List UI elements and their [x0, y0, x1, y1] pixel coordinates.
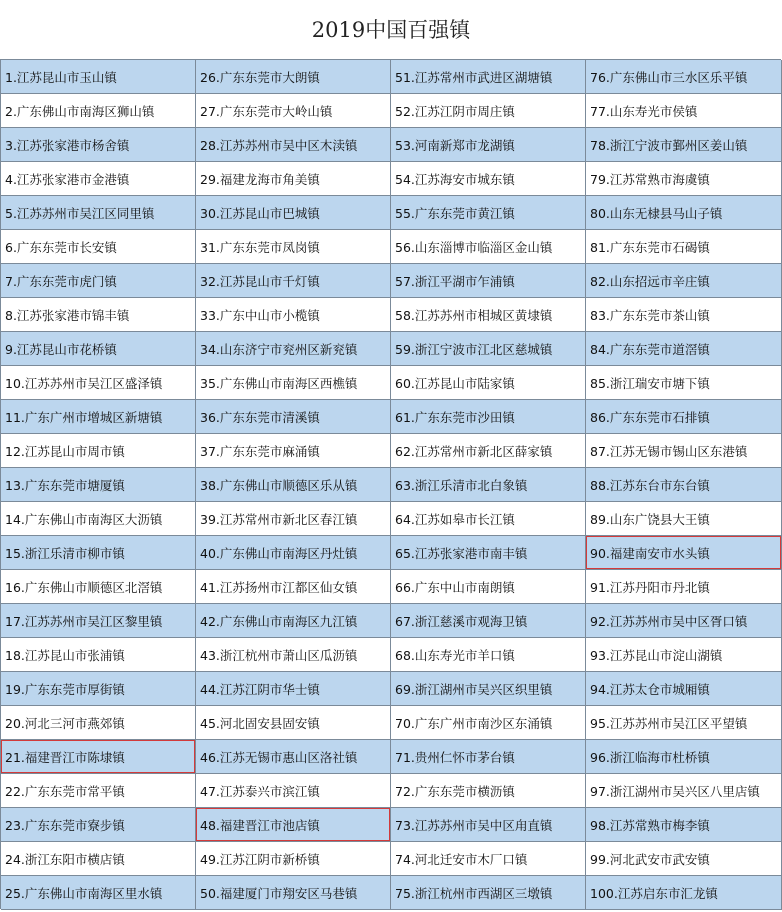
table-cell: 94.江苏太仓市城厢镇 — [586, 672, 782, 706]
table-cell: 89.山东广饶县大王镇 — [586, 502, 782, 536]
table-cell: 63.浙江乐清市北白象镇 — [391, 468, 586, 502]
table-cell: 81.广东东莞市石碣镇 — [586, 230, 782, 264]
table-cell: 78.浙江宁波市鄞州区姜山镇 — [586, 128, 782, 162]
table-cell: 53.河南新郑市龙湖镇 — [391, 128, 586, 162]
table-cell: 19.广东东莞市厚街镇 — [1, 672, 196, 706]
table-cell: 14.广东佛山市南海区大沥镇 — [1, 502, 196, 536]
table-cell: 59.浙江宁波市江北区慈城镇 — [391, 332, 586, 366]
table-cell: 16.广东佛山市顺德区北滘镇 — [1, 570, 196, 604]
table-cell: 32.江苏昆山市千灯镇 — [196, 264, 391, 298]
table-cell: 79.江苏常熟市海虞镇 — [586, 162, 782, 196]
table-cell: 5.江苏苏州市吴江区同里镇 — [1, 196, 196, 230]
table-cell: 95.江苏苏州市吴江区平望镇 — [586, 706, 782, 740]
table-cell: 47.江苏泰兴市滨江镇 — [196, 774, 391, 808]
table-cell: 76.广东佛山市三水区乐平镇 — [586, 60, 782, 94]
table-cell: 21.福建晋江市陈埭镇 — [1, 740, 196, 774]
table-cell: 36.广东东莞市清溪镇 — [196, 400, 391, 434]
table-cell: 34.山东济宁市兖州区新兖镇 — [196, 332, 391, 366]
table-cell: 52.江苏江阴市周庄镇 — [391, 94, 586, 128]
table-cell: 87.江苏无锡市锡山区东港镇 — [586, 434, 782, 468]
table-cell: 50.福建厦门市翔安区马巷镇 — [196, 876, 391, 910]
table-cell: 18.江苏昆山市张浦镇 — [1, 638, 196, 672]
table-cell: 69.浙江湖州市吴兴区织里镇 — [391, 672, 586, 706]
table-cell: 9.江苏昆山市花桥镇 — [1, 332, 196, 366]
table-cell: 71.贵州仁怀市茅台镇 — [391, 740, 586, 774]
table-cell: 88.江苏东台市东台镇 — [586, 468, 782, 502]
table-cell: 28.江苏苏州市吴中区木渎镇 — [196, 128, 391, 162]
table-cell: 54.江苏海安市城东镇 — [391, 162, 586, 196]
table-cell: 58.江苏苏州市相城区黄埭镇 — [391, 298, 586, 332]
table-cell: 30.江苏昆山市巴城镇 — [196, 196, 391, 230]
table-cell: 64.江苏如皋市长江镇 — [391, 502, 586, 536]
table-cell: 98.江苏常熟市梅李镇 — [586, 808, 782, 842]
table-cell: 61.广东东莞市沙田镇 — [391, 400, 586, 434]
table-cell: 39.江苏常州市新北区春江镇 — [196, 502, 391, 536]
table-cell: 73.江苏苏州市吴中区甪直镇 — [391, 808, 586, 842]
table-cell: 74.河北迁安市木厂口镇 — [391, 842, 586, 876]
table-cell: 13.广东东莞市塘厦镇 — [1, 468, 196, 502]
table-cell: 24.浙江东阳市横店镇 — [1, 842, 196, 876]
town-rank-table — [0, 59, 781, 909]
table-cell: 15.浙江乐清市柳市镇 — [1, 536, 196, 570]
table-cell: 33.广东中山市小榄镇 — [196, 298, 391, 332]
table-cell: 31.广东东莞市凤岗镇 — [196, 230, 391, 264]
table-cell: 75.浙江杭州市西湖区三墩镇 — [391, 876, 586, 910]
table-cell: 23.广东东莞市寮步镇 — [1, 808, 196, 842]
table-cell: 80.山东无棣县马山子镇 — [586, 196, 782, 230]
table-cell: 37.广东东莞市麻涌镇 — [196, 434, 391, 468]
table-cell: 57.浙江平湖市乍浦镇 — [391, 264, 586, 298]
table-cell: 90.福建南安市水头镇 — [586, 536, 782, 570]
table-cell: 65.江苏张家港市南丰镇 — [391, 536, 586, 570]
table-cell: 20.河北三河市燕郊镇 — [1, 706, 196, 740]
table-cell: 49.江苏江阴市新桥镇 — [196, 842, 391, 876]
table-cell: 93.江苏昆山市淀山湖镇 — [586, 638, 782, 672]
table-cell: 68.山东寿光市羊口镇 — [391, 638, 586, 672]
table-cell: 62.江苏常州市新北区薛家镇 — [391, 434, 586, 468]
table-cell: 96.浙江临海市杜桥镇 — [586, 740, 782, 774]
table-cell: 22.广东东莞市常平镇 — [1, 774, 196, 808]
table-cell: 4.江苏张家港市金港镇 — [1, 162, 196, 196]
table-cell: 92.江苏苏州市吴中区胥口镇 — [586, 604, 782, 638]
table-cell: 100.江苏启东市汇龙镇 — [586, 876, 782, 910]
table-cell: 25.广东佛山市南海区里水镇 — [1, 876, 196, 910]
table-cell: 2.广东佛山市南海区狮山镇 — [1, 94, 196, 128]
table-cell: 3.江苏张家港市杨舍镇 — [1, 128, 196, 162]
table-cell: 6.广东东莞市长安镇 — [1, 230, 196, 264]
table-cell: 26.广东东莞市大朗镇 — [196, 60, 391, 94]
table-cell: 43.浙江杭州市萧山区瓜沥镇 — [196, 638, 391, 672]
table-cell: 27.广东东莞市大岭山镇 — [196, 94, 391, 128]
table-cell: 55.广东东莞市黄江镇 — [391, 196, 586, 230]
table-cell: 29.福建龙海市角美镇 — [196, 162, 391, 196]
table-cell: 77.山东寿光市侯镇 — [586, 94, 782, 128]
table-cell: 35.广东佛山市南海区西樵镇 — [196, 366, 391, 400]
table-cell: 41.江苏扬州市江都区仙女镇 — [196, 570, 391, 604]
table-cell: 48.福建晋江市池店镇 — [196, 808, 391, 842]
table-cell: 46.江苏无锡市惠山区洛社镇 — [196, 740, 391, 774]
table-cell: 45.河北固安县固安镇 — [196, 706, 391, 740]
table-cell: 38.广东佛山市顺德区乐从镇 — [196, 468, 391, 502]
table-cell: 40.广东佛山市南海区丹灶镇 — [196, 536, 391, 570]
table-cell: 83.广东东莞市茶山镇 — [586, 298, 782, 332]
table-cell: 60.江苏昆山市陆家镇 — [391, 366, 586, 400]
table-cell: 86.广东东莞市石排镇 — [586, 400, 782, 434]
table-cell: 11.广东广州市增城区新塘镇 — [1, 400, 196, 434]
table-cell: 91.江苏丹阳市丹北镇 — [586, 570, 782, 604]
table-cell: 84.广东东莞市道滘镇 — [586, 332, 782, 366]
table-cell: 99.河北武安市武安镇 — [586, 842, 782, 876]
table-cell: 51.江苏常州市武进区湖塘镇 — [391, 60, 586, 94]
table-cell: 66.广东中山市南朗镇 — [391, 570, 586, 604]
table-cell: 82.山东招远市辛庄镇 — [586, 264, 782, 298]
table-cell: 85.浙江瑞安市塘下镇 — [586, 366, 782, 400]
table-cell: 7.广东东莞市虎门镇 — [1, 264, 196, 298]
table-cell: 1.江苏昆山市玉山镇 — [1, 60, 196, 94]
table-cell: 17.江苏苏州市吴江区黎里镇 — [1, 604, 196, 638]
table-cell: 8.江苏张家港市锦丰镇 — [1, 298, 196, 332]
page-title: 2019中国百强镇 — [311, 18, 471, 42]
table-cell: 56.山东淄博市临淄区金山镇 — [391, 230, 586, 264]
table-cell: 12.江苏昆山市周市镇 — [1, 434, 196, 468]
table-cell: 97.浙江湖州市吴兴区八里店镇 — [586, 774, 782, 808]
table-cell: 42.广东佛山市南海区九江镇 — [196, 604, 391, 638]
table-cell: 44.江苏江阴市华士镇 — [196, 672, 391, 706]
table-cell: 70.广东广州市南沙区东涌镇 — [391, 706, 586, 740]
table-cell: 67.浙江慈溪市观海卫镇 — [391, 604, 586, 638]
table-cell: 72.广东东莞市横沥镇 — [391, 774, 586, 808]
table-cell: 10.江苏苏州市吴江区盛泽镇 — [1, 366, 196, 400]
